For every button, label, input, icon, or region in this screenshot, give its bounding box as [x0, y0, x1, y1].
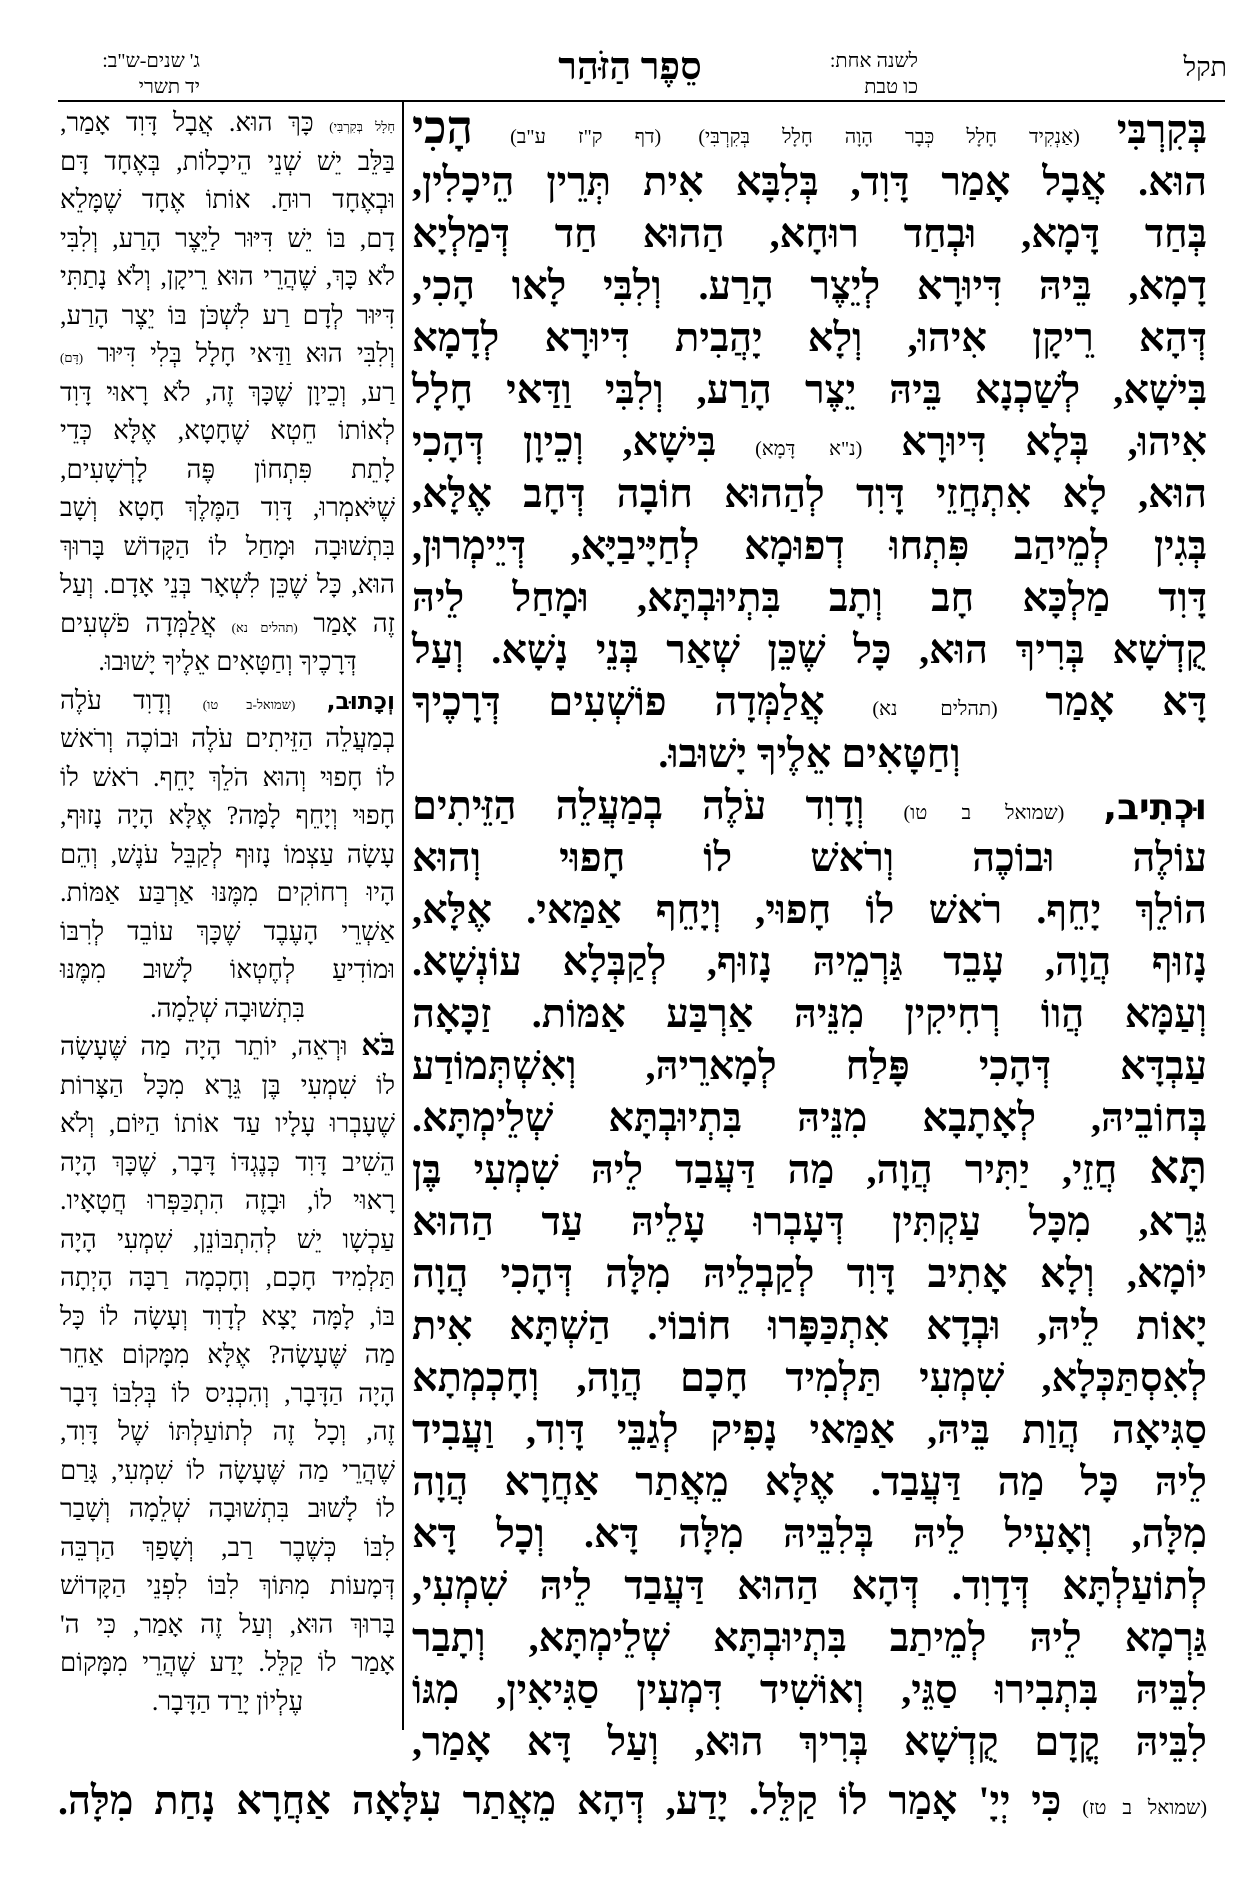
text-segment: לָתֵת פִּתְחוֹן פֶּה לָרְשָׁעִים,: [60, 454, 395, 484]
translation-text-line: [60, 682, 395, 721]
text-segment: בְמַעֲלֵה הַזֵּיתִים עֹלֶה וּבוֹכֶה וְרֹאשׁ: [60, 724, 395, 753]
text-segment: לֹא כָּךְ, שֶׁהֲרֵי הוּא רֵיקָן, וְלֹא נָתַתִּי: [60, 262, 395, 291]
translation-text-line: [60, 605, 395, 644]
translation-text-line: [60, 1452, 395, 1491]
text-segment: בָּרוּךְ הוּא, וְעַל זֶה אָמַר, כִּי ה': [60, 1609, 395, 1639]
text-segment: מִלָּה, וְאָעִיל לֵיהּ בְּלִבֵּיהּ מִלָּה דָּא. וְכָל דָּא: [412, 1511, 1207, 1556]
text-segment: בִּישָׁא, לְשַׁכְנָא בֵּיהּ יֵצֶר הָרַע, וְלִבִּי וַדַּאי חָלָל: [412, 367, 1207, 412]
translation-text-line: [60, 489, 395, 528]
text-segment: דְּמָעוֹת מִתּוֹךְ לִבּוֹ לִפְנֵי הַקָּדוֹשׁ: [60, 1571, 395, 1600]
text-segment: כָּךְ הוּא. אֲבָל דָּוִד אָמַר,: [60, 108, 314, 137]
text-segment: לִבּוֹ כְּשֶׁבֶר רַב, וְשָׁפַךְ הַרְבֵּה: [60, 1532, 395, 1562]
source-reference: (שמואל ב טו): [903, 802, 1065, 824]
text-segment: נָזוּף הֲוָה, עָבֵד גַּרְמֵיהּ נָזוּף, לְקַבְּלָא עוֹנְשָׁא.: [412, 939, 1207, 984]
translation-text-line: [60, 1644, 395, 1683]
aramaic-text-line: [412, 1248, 1207, 1300]
text-segment: שֶׁיֹּאמְרוּ, דָּוִד הַמֶּלֶךְ חָטָא וְשָׁב: [60, 493, 395, 522]
section-opener: וּכְתִיב,: [1103, 787, 1207, 828]
page-number: תקל: [1183, 52, 1227, 82]
translation-text-line: [60, 220, 395, 259]
zohar-aramaic-column: [412, 104, 1207, 1768]
source-reference: (שמואל-ב טו): [202, 696, 296, 712]
text-segment: אֲלַמְּדָה פוֹשְׁעִים דְּרָכֶיךָ: [412, 679, 825, 724]
text-segment: קֻדְשָׁא בְּרִיךְ הוּא, כָּל שֶׁכֵּן שְׁאַר בְּנֵי נָשָׁא. וְעַל: [412, 627, 1207, 672]
aramaic-text-line: [412, 520, 1207, 572]
text-segment: לוֹ לָשׁוּב בִּתְשׁוּבָה שְׁלֵמָה וְשָׁבַר: [60, 1494, 395, 1523]
text-segment: וְעַמָּא הֲווֹ רְחִיקִין מִנֵּיהּ אַרְבַּע אַמּוֹת. זַכָּאָה: [412, 991, 1207, 1036]
text-segment: בַּלֵּב יֵשׁ שְׁנֵי הֵיכָלוֹת, בְּאֶחָד דָּם: [60, 146, 395, 176]
text-segment: הוּא, לָא אִתְחֲזֵי דָּוִד לְהַהוּא חוֹבָה דְּחָב אֶלָּא,: [412, 471, 1207, 516]
aramaic-text-line: [412, 1144, 1207, 1196]
text-segment: הָיָה הַדָּבָר, וְהִכְנִיס לוֹ בְּלִבּוֹ דָּבָר: [60, 1378, 395, 1408]
text-segment: דָמָא, בֵּיהּ דִּיוּרָא לְיֵצֶר הָרַע. וְלִבִּי לָאו הָכִי,: [412, 263, 1207, 308]
text-segment: בִּתְשׁוּבָה שְׁלֵמָה.: [150, 993, 305, 1023]
translation-text-line: [60, 104, 395, 143]
text-segment: זֶה אָמַר: [313, 608, 395, 638]
text-segment: לִבֵּיהּ קֳדָם קֻדְשָׁא בְּרִיךְ הוּא, וְעַל דָּא אָמַר,: [412, 1719, 1207, 1764]
text-segment: וּרְאֵה, יוֹתֵר הָיָה מַה שֶּׁעָשָׂה: [60, 1032, 348, 1061]
text-segment: דִּיּוּר לְדָם רַע לִשְׁכֹּן בּוֹ יֵצֶר הָרַע,: [60, 300, 395, 330]
emphasized-word: הָכִי: [412, 102, 474, 153]
translation-text-line: [60, 836, 395, 875]
aramaic-text-line: [412, 1664, 1207, 1716]
text-segment: הֵשִׁיב דָּוִד כְּנֶגְדּוֹ דָּבָר, שֶׁכָּךְ הָיָה: [60, 1147, 395, 1177]
aramaic-text-line: [412, 1040, 1207, 1092]
text-segment: חֲזֵי, יַתִּיר הֲוָה, מַה דַּעֲבַד לֵיהּ שִׁמְעִי בֶּן: [412, 1147, 1118, 1192]
text-segment: בּוֹ, לָמָּה יָצָא לְדָוִד וְעָשָׂה לוֹ כָּל: [60, 1301, 395, 1331]
text-segment: זֶה, וְכָל זֶה לְתוֹעַלְתּוֹ שֶׁל דָּוִד,: [60, 1417, 395, 1446]
three-year-schedule-date: יד תשרי: [138, 76, 200, 98]
aramaic-text-line: [412, 884, 1207, 936]
aramaic-text-line: [412, 624, 1207, 676]
one-year-schedule-date: כו טבת: [864, 76, 918, 98]
translation-text-line: [60, 1683, 395, 1722]
text-segment: חָפוּי וְיָחֵף לָמָּה? אֶלָּא הָיָה נָזוּף,: [60, 801, 395, 830]
translation-text-line: [60, 566, 395, 605]
aramaic-text-line: [412, 1404, 1207, 1456]
translation-text-line: [60, 990, 395, 1029]
aramaic-text-line: [412, 208, 1207, 260]
translation-text-line: [60, 1490, 395, 1529]
translation-text-line: [60, 335, 395, 374]
source-reference: חָלָל בְּקִרְבִּי): [329, 119, 396, 134]
text-segment: וְדָוִד עֹלֶה: [60, 685, 172, 715]
translation-text-line: [60, 720, 395, 759]
text-segment: אִיהוּ, בְּלָא דִּיוּרָא: [901, 419, 1208, 464]
text-segment: דְּרָכֶיךָ וְחַטָּאִים אֵלֶיךָ יָשׁוּבוּ.: [98, 647, 357, 676]
translation-text-line: [60, 1259, 395, 1298]
source-reference: (תהלים נא): [231, 619, 298, 635]
source-reference: (נ"א דָּמָא): [755, 438, 863, 460]
text-segment: לְאוֹתוֹ חֵטְא שֶׁחָטָא, אֶלָּא כְּדֵי: [60, 416, 395, 445]
column-divider: [402, 102, 404, 1730]
text-segment: בִּישָׁא, וְכֵיוָן דְּהָכִי: [412, 419, 717, 464]
three-year-schedule-label: ג' שנים-ש"ב:: [102, 50, 200, 72]
translation-text-line: [60, 759, 395, 798]
text-segment: יוֹמָא, וְלָא אָתִיב דָּוִד לְקַבְלֵיהּ מִלָּה דְּהָכִי הֲוָה: [412, 1251, 1207, 1296]
aramaic-text-line: [412, 572, 1207, 624]
source-reference: (שמואל ב טז): [1082, 1797, 1208, 1819]
emphasized-word: בֹּא: [361, 1029, 395, 1062]
aramaic-text-line: [412, 728, 1207, 780]
text-segment: בְּחוֹבֵיהּ, לְאָתָבָא מִנֵּיהּ בִּתְיוּבְתָּא שְׁלֵימְתָּא.: [412, 1095, 1207, 1140]
aramaic-text-line: [412, 312, 1207, 364]
text-segment: לִבֵּיהּ בִּתְבִירוּ סַגֵּי, וְאוֹשִׁיד דִּמְעִין סַגִּיאִין, מִגּוֹ: [412, 1667, 1207, 1712]
translation-text-line: [60, 258, 395, 297]
text-segment: בְּקִרְבִּי: [1116, 107, 1207, 152]
text-segment: עַכְשָׁו יֵשׁ לְהִתְבּוֹנֵן, שִׁמְעִי הָיָה: [60, 1224, 395, 1254]
text-segment: דְּהָא רֵיקָן אִיהוּ, וְלָא יָהֲבִית דִּיוּרָא לְדָמָא: [412, 315, 1207, 360]
translation-text-line: [60, 1144, 395, 1183]
translation-text-line: [60, 913, 395, 952]
aramaic-text-line: [412, 156, 1207, 208]
aramaic-text-line: [412, 1716, 1207, 1768]
aramaic-text-line: [412, 832, 1207, 884]
one-year-schedule-label: לשנה אחת:: [829, 50, 918, 72]
translation-text-line: [60, 374, 395, 413]
text-segment: גַּרְמָא לֵיהּ לְמֵיתַב בִּתְיוּבְתָּא שְׁלֵימְתָּא, וְתָבַר: [412, 1615, 1207, 1660]
text-segment: הָיוּ רְחוֹקִים מִמֶּנּוּ אַרְבַּע אַמּוֹת.: [60, 878, 395, 907]
text-segment: רָאוּי לוֹ, וּבָזֶה הִתְכַּפְּרוּ חֲטָאָיו.: [60, 1186, 395, 1215]
text-segment: וּבְאֶחָד רוּחַ. אוֹתוֹ אֶחָד שֶׁמָּלֵא: [60, 185, 395, 214]
text-segment: לְתוֹעַלְתָּא דְּדָוִד. דְּהָא הַהוּא דַּעֲבַד לֵיהּ שִׁמְעִי,: [412, 1563, 1207, 1608]
translation-text-line: [60, 951, 395, 990]
three-year-schedule: [102, 48, 200, 100]
aramaic-text-line: [412, 1456, 1207, 1508]
text-segment: שֶׁעָבְרוּ עָלָיו עַד אוֹתוֹ הַיּוֹם, וְלֹא: [60, 1109, 395, 1138]
text-segment: בִּתְשׁוּבָה וּמָחַל לוֹ הַקָּדוֹשׁ בָּרוּךְ: [60, 531, 395, 561]
translation-text-line: [60, 297, 395, 336]
translation-text-line: [60, 874, 395, 913]
text-segment: תַּלְמִיד חָכָם, וְחָכְמָה רַבָּה הָיְתָה: [60, 1263, 395, 1292]
text-segment: בְּגִין לְמֵיהַב פִּתְחוּ דְפוּמָא לְחַיָּיבַיָּא, דְּיֵימְרוּן,: [412, 523, 1207, 568]
translation-text-line: [60, 143, 395, 182]
aramaic-text-line: [412, 104, 1207, 156]
aramaic-text-line: [412, 1352, 1207, 1404]
text-segment: עֶלְיוֹן יָרַד הַדָּבָר.: [151, 1686, 304, 1716]
source-reference: (תהלים נא): [872, 698, 998, 720]
text-segment: וְלִבִּי הוּא וַדַּאי חָלָל בְּלִי דִּיּוּר: [97, 339, 396, 368]
translation-text-line: [60, 1567, 395, 1606]
text-segment: עוֹלֶה וּבוֹכֶה וְרֹאשׁ לוֹ חָפוּי וְהוּא: [412, 835, 1207, 880]
text-segment: הוֹלֵךְ יָחֵף. רֹאשׁ לוֹ חָפוּי, וְיָחֵף אַמַּאי. אֶלָּא,: [412, 887, 1207, 932]
text-segment: וּמוֹדִיעַ לְחֶטְאוֹ לָשׁוּב מִמֶּנּוּ: [60, 955, 395, 984]
source-reference: (דף ק"ז ע"ב): [510, 126, 662, 148]
aramaic-text-line: [412, 1508, 1207, 1560]
text-segment: וְחַטָּאִים אֵלֶיךָ יָשׁוּבוּ.: [658, 731, 961, 776]
text-segment: שֶׁהֲרֵי מַה שֶּׁעָשָׂה לוֹ שִׁמְעִי, גָּרַם: [60, 1455, 395, 1485]
translation-text-line: [60, 1375, 395, 1414]
translation-text-line: [60, 1067, 395, 1106]
translation-text-line: [60, 1298, 395, 1337]
text-segment: יָאוֹת לֵיהּ, וּבְדָא אִתְכַּפָּרוּ חוֹבוֹי. הַשְׁתָּא אִית: [412, 1303, 1207, 1348]
aramaic-text-line: [412, 416, 1207, 468]
book-title: סֵפֶר הַזֹּהַר: [558, 46, 702, 88]
text-segment: לְאִסְתַּכְּלָא, שִׁמְעִי תַּלְמִיד חָכָם הֲוָה, וְחָכְמְתָא: [412, 1355, 1207, 1400]
translation-text-line: [60, 528, 395, 567]
text-segment: הוּא. אֲבָל אָמַר דָּוִד, בְּלִבָּא אִית תְּרֵין הֵיכָלִין,: [412, 159, 1207, 204]
text-segment: גֵּרָא, מִכָּל עַקְתִּין דְּעָבְרוּ עָלֵיהּ עַד הַהוּא: [412, 1199, 1207, 1244]
translation-text-line: [60, 1028, 395, 1067]
text-segment: בְּחַד דָּמָא, וּבְחַד רוּחָא, הַהוּא חַד דְּמַלְיָא: [412, 211, 1207, 256]
translation-text-line: [60, 643, 395, 682]
text-segment: סַגִּיאָה הֲוַת בֵּיהּ, אַמַּאי נָפִיק לְגַבֵּי דָּוִד, וַעֲבִיד: [412, 1407, 1207, 1452]
text-segment: לוֹ שִׁמְעִי בֶּן גֵּרָא מִכָּל הַצָּרוֹת: [60, 1070, 395, 1100]
aramaic-text-line: [412, 468, 1207, 520]
text-segment: אָמַר לוֹ קַלֵּל. יָדַע שֶׁהֲרֵי מִמָּקוֹם: [60, 1648, 395, 1677]
text-segment: עַבְדָּא דְּהָכִי פָּלַח לְמָארֵיהּ, וְאִשְׁתְּמוֹדַע: [412, 1043, 1207, 1088]
translation-text-line: [60, 1105, 395, 1144]
header-rule: [58, 100, 1225, 102]
translation-text-line: [60, 412, 395, 451]
aramaic-text-line: [412, 936, 1207, 988]
text-segment: לוֹ חָפוּי וְהוּא הֹלֵךְ יָחֵף. רֹאשׁ לוֹ: [60, 762, 395, 792]
text-segment: מַה שֶּׁעָשָׂה? אֶלָּא מִמָּקוֹם אַחֵר: [60, 1340, 395, 1369]
translation-text-line: [60, 1336, 395, 1375]
bottom-verse-line: [58, 1775, 1207, 1827]
one-year-schedule: [830, 48, 918, 100]
hebrew-translation-column: [60, 104, 395, 1721]
translation-text-line: [60, 1182, 395, 1221]
translation-text-line: [60, 1221, 395, 1260]
translation-text-line: [60, 451, 395, 490]
translation-text-line: [60, 1529, 395, 1568]
text-segment: דָּא אָמַר: [1045, 679, 1208, 724]
translation-text-line: [60, 1413, 395, 1452]
aramaic-text-line: [412, 1560, 1207, 1612]
section-opener: וְכָתוּב,: [326, 686, 395, 715]
aramaic-text-line: [412, 676, 1207, 728]
aramaic-text-line: [412, 1092, 1207, 1144]
aramaic-text-line: [412, 780, 1207, 832]
aramaic-text-line: [412, 1300, 1207, 1352]
translation-text-line: [60, 1606, 395, 1645]
text-segment: כִּי יְיָ' אָמַר לוֹ קַלֵּל. יָדַע, דְּהָא מֵאֲתַר עִלָּאָה אַחֲרָא נָחַת מִלָּה.: [58, 1778, 1062, 1823]
text-segment: הוּא, כָּל שֶׁכֵּן לִשְׁאָר בְּנֵי אָדָם. וְעַל: [60, 570, 395, 599]
text-segment: עָשָׂה עַצְמוֹ נָזוּף לְקַבֵּל עֹנֶשׁ, וְהֵם: [60, 839, 395, 869]
translation-text-line: [60, 181, 395, 220]
aramaic-text-line: [412, 260, 1207, 312]
aramaic-text-line: [412, 1612, 1207, 1664]
source-reference: (אַנְקִיד חָלָל כְּבָר הָוָה חָלָל בְּקִרְבִּי): [698, 126, 1080, 148]
aramaic-text-line: [412, 1196, 1207, 1248]
aramaic-text-line: [412, 364, 1207, 416]
translation-text-line: [60, 797, 395, 836]
text-segment: אֲלַמְּדָה פֹשְׁעִים: [60, 608, 217, 638]
text-segment: דָּוִד מַלְכָּא חָב וְתָב בִּתְיוּבְתָּא, וּמָחַל לֵיהּ: [412, 575, 1207, 620]
emphasized-word: תָּא: [1149, 1142, 1207, 1193]
verse-text-line: [58, 1775, 1207, 1827]
text-segment: דָם, בּוֹ יֵשׁ דִּיּוּר לַיֵּצֶר הָרַע, וְלִבִּי: [60, 223, 395, 253]
text-segment: אַשְׁרֵי הָעֶבֶד שֶׁכָּךְ עוֹבֵד לְרִבּוֹ: [60, 916, 395, 946]
text-segment: וְדָוִד עֹלֶה בְמַעֲלֵה הַזֵּיתִים: [412, 783, 865, 828]
aramaic-text-line: [412, 988, 1207, 1040]
source-reference: (דָּם): [60, 350, 84, 365]
text-segment: רַע, וְכֵיוָן שֶׁכָּךְ זֶה, לֹא רָאוּי דָּוִד: [60, 377, 395, 407]
text-segment: לֵיהּ כָּל מַה דַּעֲבַד. אֶלָּא מֵאֲתַר אַחֲרָא הֲוָה: [412, 1459, 1207, 1504]
